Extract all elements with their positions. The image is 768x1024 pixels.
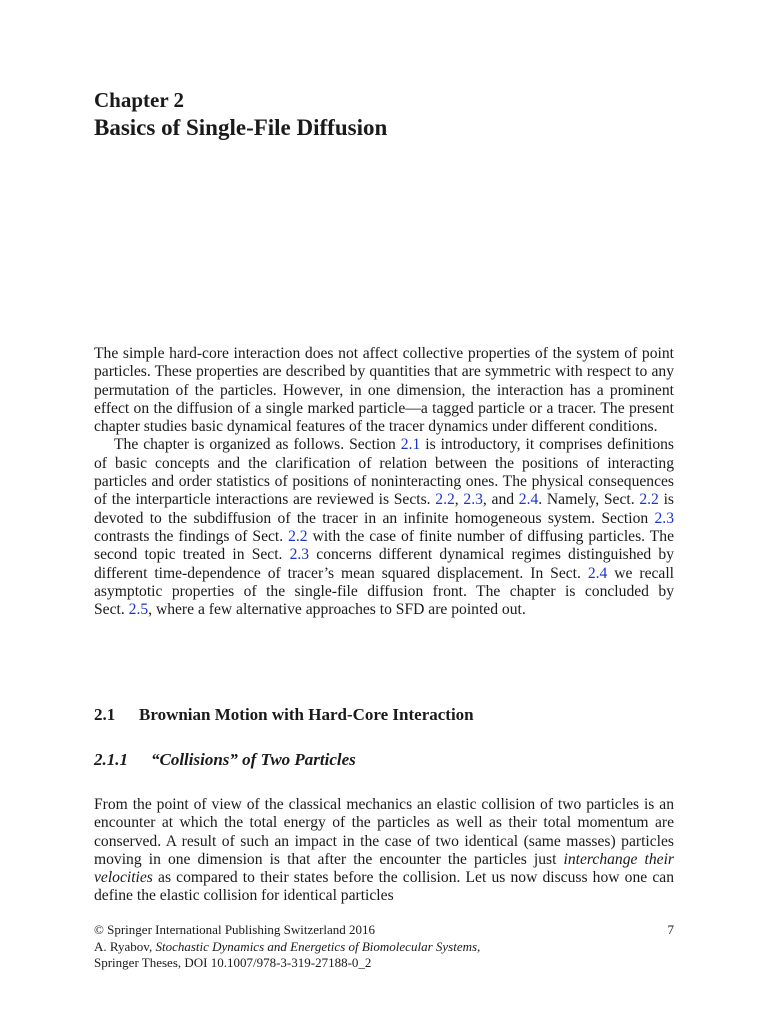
- citation-line: [94, 939, 674, 956]
- text-run: is devoted to the subdiffusion of the tracer in an infinite homogeneous system. Section: [94, 491, 674, 527]
- section-paragraph: [94, 796, 674, 906]
- chapter-introduction: [94, 345, 674, 619]
- text-run: is introductory, it comprises definitions of basic concepts and the clarification of relation between the positions of interacting particles and order statistics of positions of noninteracting ones. The physical consequences of the interparticle interactions are reviewed is Sects.: [94, 436, 674, 509]
- text-run: . Namely, Sect.: [538, 491, 640, 509]
- text-run: The chapter is organized as follows. Section: [114, 436, 401, 454]
- section-link-2-3[interactable]: 2.3: [289, 546, 310, 564]
- section-title: Brownian Motion with Hard-Core Interaction: [139, 705, 474, 724]
- book-page: [94, 0, 674, 1024]
- text-run: ,: [454, 491, 464, 509]
- section-heading: [94, 705, 474, 725]
- chapter-label: Chapter 2: [94, 88, 185, 112]
- text-run: as compared to their states before the collision. Let us now discuss how one can define the elastic collision for identical particles: [94, 869, 674, 905]
- text-run: , where a few alternative approaches to SFD are pointed out.: [148, 601, 526, 619]
- text-run: contrasts the findings of Sect.: [94, 527, 289, 545]
- section-link-2-5[interactable]: 2.5: [128, 601, 149, 619]
- text-run: we recall asymptotic properties of the single-file diffusion front. The chapter is concluded by Sect.: [94, 564, 674, 619]
- section-link-2-3[interactable]: 2.3: [463, 491, 483, 509]
- intro-paragraph-1: The simple hard-core interaction does not affect collective properties of the system of point particles. These properties are described by quantities that are symmetric with respect to any permutation of the particles. However, in one dimension, the interaction has a prominent effect on the diffusion of a single marked particle—a tagged particle or a tracer. The present chapter studies basic dynamical features of the tracer dynamics under different conditions.: [94, 345, 674, 436]
- text-run: concerns different dynamical regimes distinguished by different time-dependence of tracer’s mean squared displacement. In Sect.: [94, 546, 674, 582]
- series-doi-line: Springer Theses, DOI 10.1007/978-3-319-27188-0_2: [94, 955, 372, 970]
- section-link-2-3[interactable]: 2.3: [654, 509, 674, 527]
- page-number: 7: [667, 922, 674, 937]
- section-link-2-2[interactable]: 2.2: [435, 491, 455, 509]
- emphasis-text: interchange their velocities: [94, 850, 674, 887]
- subsection-heading: [94, 750, 356, 770]
- copyright-line: © Springer International Publishing Switzerland 2016: [94, 922, 376, 937]
- section-link-2-2[interactable]: 2.2: [288, 527, 308, 545]
- punctuation: ,: [477, 938, 481, 954]
- book-title: Stochastic Dynamics and Energetics of Biomolecular Systems: [155, 938, 478, 954]
- subsection-title: “Collisions” of Two Particles: [151, 750, 356, 769]
- page-footer: [94, 922, 674, 972]
- section-link-2-1[interactable]: 2.1: [400, 436, 421, 454]
- text-run: From the point of view of the classical mechanics an elastic collision of two particles is an encounter at which the total energy of the particles as well as their total momentum are conserved. A result of such an impact in the case of two identical (same masses) particles moving in one dimension is that after the encounter the particles just: [94, 796, 674, 868]
- author-name: A. Ryabov,: [94, 938, 156, 954]
- text-run: with the case of finite number of diffusing particles. The second topic treated in Sect.: [94, 527, 674, 564]
- intro-paragraph-2: [94, 436, 674, 619]
- section-link-2-2[interactable]: 2.2: [639, 491, 659, 509]
- section-number: 2.1: [94, 705, 116, 724]
- section-link-2-4[interactable]: 2.4: [587, 564, 608, 582]
- chapter-title: Basics of Single-File Diffusion: [94, 115, 388, 140]
- text-run: , and: [482, 491, 519, 509]
- subsection-number: 2.1.1: [94, 750, 128, 769]
- section-link-2-4[interactable]: 2.4: [518, 491, 539, 509]
